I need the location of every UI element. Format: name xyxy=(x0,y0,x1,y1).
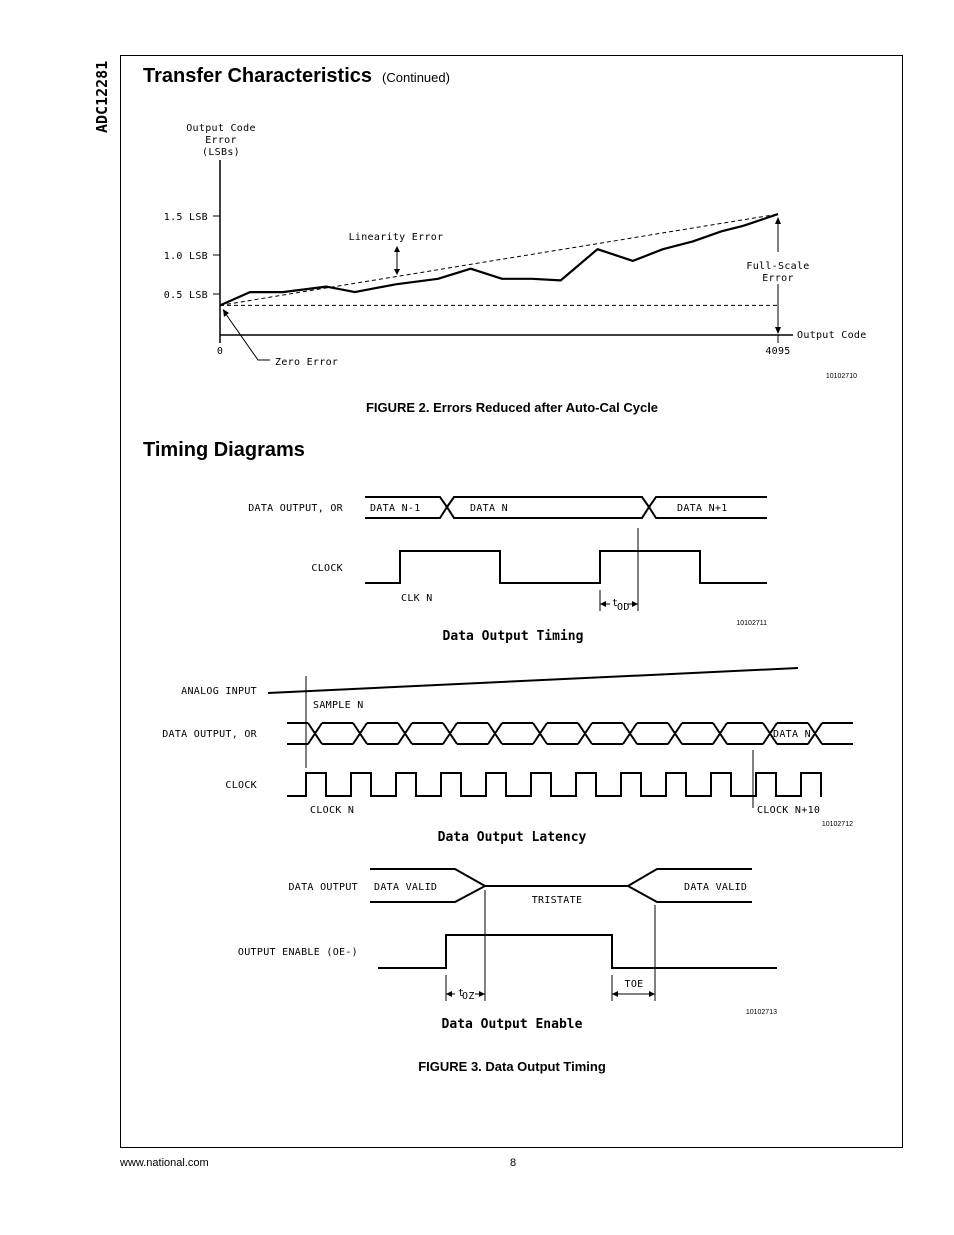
timing-diagrams xyxy=(0,470,954,1030)
figure2-chart xyxy=(0,0,954,400)
svg-text:Output Code: Output Code xyxy=(186,123,256,134)
signal-label: ANALOG INPUT xyxy=(181,686,257,697)
latency-data-bus xyxy=(287,723,853,744)
sample-label: SAMPLE N xyxy=(313,700,364,711)
clock-waveform xyxy=(365,551,767,583)
signal-label: DATA OUTPUT, OR xyxy=(162,729,257,740)
figure-code: 10102712 xyxy=(821,821,853,828)
x-axis-label: Output Code xyxy=(797,330,867,341)
diagram-caption: Data Output Enable xyxy=(441,1017,583,1030)
figure3-caption: FIGURE 3. Data Output Timing xyxy=(418,1059,606,1074)
bus-label: DATA N-1 xyxy=(370,503,421,514)
signal-label: DATA OUTPUT xyxy=(288,882,358,893)
signal-label: CLOCK xyxy=(225,780,257,791)
footer-page-number: 8 xyxy=(510,1157,517,1169)
clock-label: CLK N xyxy=(401,593,433,604)
figure2-caption: FIGURE 2. Errors Reduced after Auto-Cal Cycle xyxy=(365,400,659,415)
section-subtitle: (Continued) xyxy=(382,70,450,85)
y-tick-label: 0.5 LSB xyxy=(163,290,208,301)
clock-label: CLOCK N+10 xyxy=(757,805,821,816)
section-title-timing: Timing Diagrams xyxy=(143,439,305,461)
latency-bus-transitions xyxy=(287,723,853,744)
figure-code: 10102713 xyxy=(745,1009,777,1016)
bus-label: DATA VALID xyxy=(684,882,748,893)
oe-waveform xyxy=(378,935,777,968)
y-axis-label xyxy=(186,123,256,158)
diagram-caption: Data Output Latency xyxy=(437,830,587,845)
bus-label: DATA N xyxy=(470,503,508,514)
svg-text:t: t xyxy=(458,988,465,999)
annotation-full-scale: Error xyxy=(762,273,794,284)
x-tick-label: 4095 xyxy=(765,346,791,357)
latency-clock xyxy=(287,773,822,796)
bus-label: DATA N xyxy=(773,729,811,740)
svg-text:(LSBs): (LSBs) xyxy=(202,147,240,158)
section-title-transfer: Transfer Characteristics (Continued) xyxy=(143,65,450,87)
toe-label: TOE xyxy=(624,979,644,990)
diagram-caption: Data Output Timing xyxy=(442,629,584,644)
svg-text:ADC12281: ADC12281 xyxy=(93,60,111,133)
figure-code: 10102710 xyxy=(825,373,857,380)
signal-label: CLOCK xyxy=(311,563,343,574)
bus-label: DATA VALID xyxy=(374,882,438,893)
footer-website[interactable]: www.national.com xyxy=(120,1157,209,1169)
bus-label: DATA N+1 xyxy=(677,503,728,514)
figure-code: 10102711 xyxy=(736,620,767,627)
tod-label: OD xyxy=(617,602,630,613)
bus-label: TRISTATE xyxy=(531,895,583,906)
x-tick-label: 0 xyxy=(216,346,224,357)
linearity-trend-line xyxy=(220,214,778,305)
annotation-full-scale: Full-Scale xyxy=(746,261,810,272)
svg-text:Error: Error xyxy=(205,135,237,146)
toz-label: OZ xyxy=(462,991,475,1002)
y-tick-label: 1.0 LSB xyxy=(163,251,208,262)
annotation-zero-error: Zero Error xyxy=(275,357,339,368)
svg-text:t: t xyxy=(612,598,619,609)
analog-input-ramp xyxy=(268,668,798,693)
signal-label: DATA OUTPUT, OR xyxy=(248,503,343,514)
clock-label: CLOCK N xyxy=(310,805,355,816)
signal-label: OUTPUT ENABLE (OE-) xyxy=(237,947,358,958)
annotation-linearity-error: Linearity Error xyxy=(348,232,444,243)
y-tick-label: 1.5 LSB xyxy=(163,212,208,223)
